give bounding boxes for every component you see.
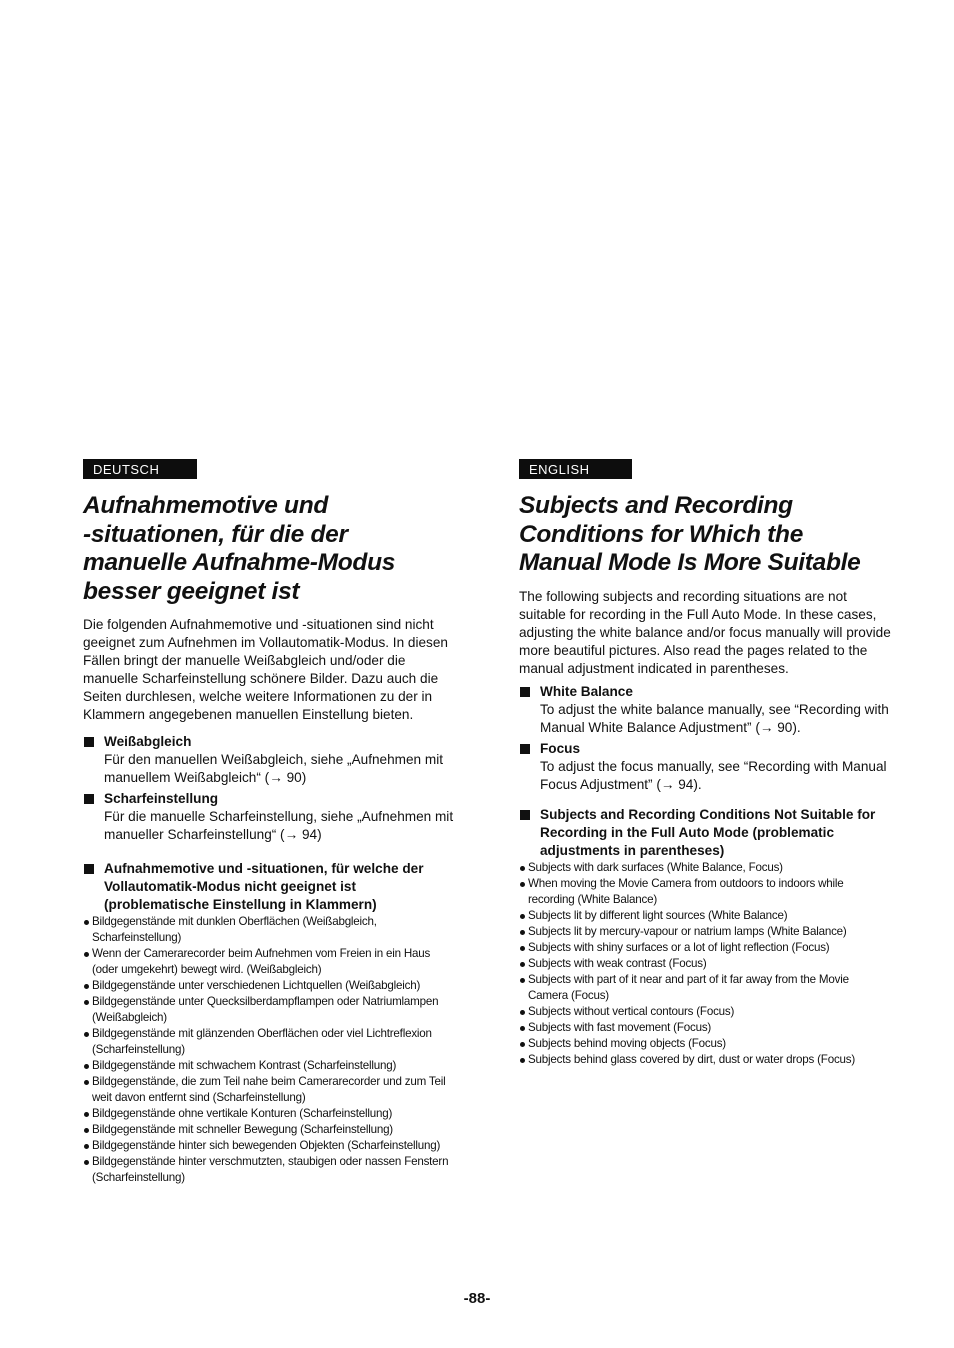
item-body: Für die manuelle Scharfeinstellung, siehe „Aufnehmen mit manueller Scharfeinstellung“ (→ 94) — [104, 809, 454, 842]
deutsch-column — [83, 459, 455, 1186]
item-heading: Focus — [540, 740, 581, 756]
square-bullet-icon — [520, 687, 530, 697]
item-scharfeinstellung — [83, 790, 455, 844]
item-white-balance — [519, 683, 891, 737]
list-item: Bildgegenstände mit schwachem Kontrast (Scharfeinstellung) — [83, 1058, 455, 1074]
title-line: Aufnahmemotive und — [83, 492, 329, 519]
english-column — [519, 459, 891, 1068]
unsuitable-section-english — [519, 806, 891, 860]
list-item: Bildgegenstände, die zum Teil nahe beim Camerarecorder und zum Teil weit davon entfernt sind (Scharfeinstellung) — [83, 1074, 455, 1106]
title-line: Conditions for Which the — [519, 520, 804, 548]
list-item: Bildgegenstände unter verschiedenen Lichtquellen (Weißabgleich) — [83, 978, 455, 994]
list-item: Subjects with fast movement (Focus) — [519, 1020, 891, 1036]
list-item: Subjects behind glass covered by dirt, dust or water drops (Focus) — [519, 1052, 891, 1068]
item-weissabgleich — [83, 733, 455, 787]
item-heading: Weißabgleich — [104, 734, 192, 749]
item-focus — [519, 740, 891, 794]
section-heading: Aufnahmemotive und -situationen, für welche der Vollautomatik-Modus nicht geeignet ist (problematische Einstellung in Klammern) — [104, 861, 424, 912]
list-item: Bildgegenstände hinter verschmutzten, staubigen oder nassen Fenstern (Scharfeinstellung) — [83, 1154, 455, 1186]
intro-paragraph-deutsch: Die folgenden Aufnahmemotive und -situationen sind nicht geeignet zum Aufnehmen im Vollautomatik-Modus. In diesen Fällen bringt der manuelle Weißabgleich und/oder die manuelle Scharfeinstellung schönere Bilder. Dazu auch die Seiten durchlesen, welche weitere Informationen zu der in Klammern angegebenen manuellen Einstellung bieten. — [83, 617, 448, 722]
language-tag-deutsch: DEUTSCH — [83, 459, 197, 479]
list-item: Bildgegenstände mit glänzenden Oberflächen oder viel Lichtreflexion (Scharfeinstellung) — [83, 1026, 455, 1058]
page-number: -88- — [463, 1290, 491, 1307]
item-body: Für den manuellen Weißabgleich, siehe „Aufnehmen mit manuellem Weißabgleich“ (→ 90) — [104, 752, 444, 785]
item-heading: Scharfeinstellung — [104, 791, 219, 806]
list-item: Subjects with shiny surfaces or a lot of light reflection (Focus) — [519, 940, 891, 956]
list-item: Wenn der Camerarecorder beim Aufnehmen vom Freien in ein Haus (oder umgekehrt) bewegt wird. (Weißabgleich) — [83, 946, 455, 978]
page-title-english — [519, 492, 891, 578]
list-item: Subjects with part of it near and part of it far away from the Movie Camera (Focus) — [519, 972, 891, 1004]
list-item: Subjects behind moving objects (Focus) — [519, 1036, 891, 1052]
list-item: When moving the Movie Camera from outdoors to indoors while recording (White Balance) — [519, 876, 891, 908]
section-heading: Subjects and Recording Conditions Not Suitable for Recording in the Full Auto Mode (problematic adjustments in parentheses) — [540, 806, 876, 858]
list-item: Bildgegenstände mit dunklen Oberflächen (Weißabgleich, Scharfeinstellung) — [83, 914, 455, 946]
square-bullet-icon — [84, 794, 94, 804]
list-item: Subjects with weak contrast (Focus) — [519, 956, 891, 972]
bullet-list-deutsch — [83, 914, 455, 1186]
square-bullet-icon — [520, 744, 530, 754]
list-item: Subjects without vertical contours (Focus) — [519, 1004, 891, 1020]
list-item: Bildgegenstände ohne vertikale Konturen (Scharfeinstellung) — [83, 1106, 455, 1122]
language-tag-english: ENGLISH — [519, 459, 632, 479]
item-body: To adjust the focus manually, see “Recording with Manual Focus Adjustment” (→ 94). — [540, 758, 887, 792]
bullet-list-english — [519, 860, 891, 1068]
title-line: -situationen, für die der — [83, 520, 348, 548]
item-body: To adjust the white balance manually, see “Recording with Manual White Balance Adjustment” (→ 90). — [540, 701, 889, 735]
item-heading: White Balance — [540, 683, 633, 699]
square-bullet-icon — [520, 810, 530, 820]
list-item: Subjects with dark surfaces (White Balance, Focus) — [519, 860, 891, 876]
title-line: besser geeignet ist — [83, 577, 300, 605]
page-title-deutsch — [83, 492, 455, 606]
square-bullet-icon — [84, 737, 94, 747]
unsuitable-section-deutsch — [83, 860, 455, 914]
list-item: Subjects lit by mercury-vapour or natrium lamps (White Balance) — [519, 924, 891, 940]
square-bullet-icon — [84, 864, 94, 874]
list-item: Subjects lit by different light sources (White Balance) — [519, 908, 891, 924]
intro-paragraph-english: The following subjects and recording situations are not suitable for recording in the Full Auto Mode. In these cases, adjusting the white balance and/or focus manually will provide more beautiful pictures. Also read the pages related to the manual adjustment indicated in parentheses. — [519, 588, 891, 676]
list-item: Bildgegenstände hinter sich bewegenden Objekten (Scharfeinstellung) — [83, 1138, 455, 1154]
title-line: manuelle Aufnahme-Modus — [83, 549, 396, 576]
list-item: Bildgegenstände unter Quecksilberdampflampen oder Natriumlampen (Weißabgleich) — [83, 994, 455, 1026]
title-line: Manual Mode Is More Suitable — [519, 549, 861, 576]
title-line: Subjects and Recording — [519, 492, 793, 519]
list-item: Bildgegenstände mit schneller Bewegung (Scharfeinstellung) — [83, 1122, 455, 1138]
